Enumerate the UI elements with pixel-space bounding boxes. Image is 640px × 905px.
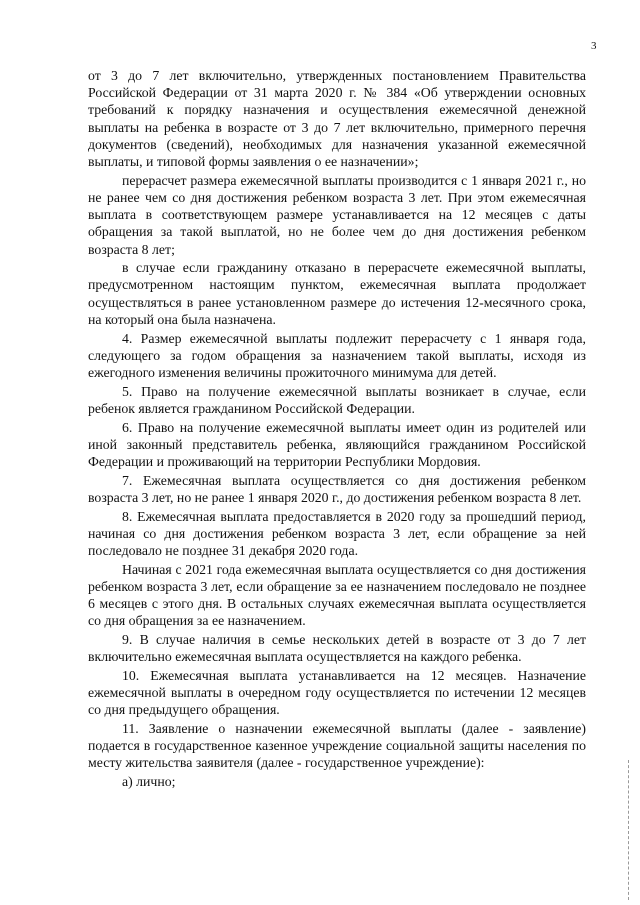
paragraph-item-8: 8. Ежемесячная выплата предоставляется в 2020 году за прошедший период, начиная со дня достижения ребенком возраста 3 лет, если обращение за ней последовало не позднее 31 декабря 2020 года. xyxy=(88,508,586,558)
paragraph-item-7: 7. Ежемесячная выплата осуществляется со дня достижения ребенком возраста 3 лет, но не ранее 1 января 2020 г., до достижения ребенком возраста 8 лет. xyxy=(88,472,586,505)
paragraph-item-11-a: а) лично; xyxy=(122,774,176,790)
paragraph-item-10: 10. Ежемесячная выплата устанавливается на 12 месяцев. Назначение ежемесячной выплаты в очередном году осуществляется по истечении 12 месяцев со дня предыдущего обращения. xyxy=(88,667,586,718)
scan-edge-marks xyxy=(628,760,631,900)
paragraph-item-9: 9. В случае наличия в семье нескольких детей в возрасте от 3 до 7 лет включительно ежемесячная выплата осуществляется на каждого ребенка. xyxy=(88,632,586,665)
paragraph-item-8-continued: Начиная с 2021 года ежемесячная выплата осуществляется со дня достижения ребенком возраста 3 лет, если обращение за ее назначением последовало не позднее 6 месяцев с этого дня. В остальных случаях ежемесячная выплата осуществляется со дня обращения за ее назначением. xyxy=(88,561,586,629)
document-body xyxy=(88,67,586,792)
paragraph-item-4: 4. Размер ежемесячной выплаты подлежит перерасчету с 1 января года, следующего за годом обращения за назначением такой выплаты, исходя из ежегодного изменения величины прожиточного минимума для детей. xyxy=(88,330,586,380)
paragraph-item-6: 6. Право на получение ежемесячной выплаты имеет один из родителей или иной законный представитель ребенка, являющийся гражданином Российской Федерации и проживающий на территории Республики Мордовия. xyxy=(88,419,586,469)
paragraph-recalculation: перерасчет размера ежемесячной выплаты производится с 1 января 2021 г., но не ранее чем со дня достижения ребенком возраста 3 лет. При этом ежемесячная выплата в соответствующем размере устанавливается на 12 месяцев с даты обращения за такой выплатой, но не более чем до дня достижения ребенком возраста 8 лет; xyxy=(88,172,586,257)
paragraph-item-11: 11. Заявление о назначении ежемесячной выплаты (далее - заявление) подается в государственное казенное учреждение социальной защиты населения по месту жительства заявителя (далее - государственное учреждение): xyxy=(88,721,586,771)
page-number: 3 xyxy=(591,40,597,52)
paragraph-item-5: 5. Право на получение ежемесячной выплаты возникает в случае, если ребенок является гражданином Российской Федерации. xyxy=(88,383,586,416)
paragraph-continuation: от 3 до 7 лет включительно, утвержденных постановлением Правительства Российской Федерации от 31 марта 2020 г. № 384 «Об утверждении основных требований к порядку назначения и осуществления ежемесячной денежной выплаты на ребенка в возрасте от 3 до 7 лет включительно, примерного перечня документов (сведений), необходимых для назначения указанной ежемесячной выплаты, и типовой формы заявления о ее назначении»; xyxy=(88,68,586,170)
paragraph-refusal: в случае если гражданину отказано в перерасчете ежемесячной выплаты, предусмотренном настоящим пунктом, ежемесячная выплата продолжает осуществляться в ранее установленном размере до истечения 12-месячного срока, на который она была назначена. xyxy=(88,260,586,327)
